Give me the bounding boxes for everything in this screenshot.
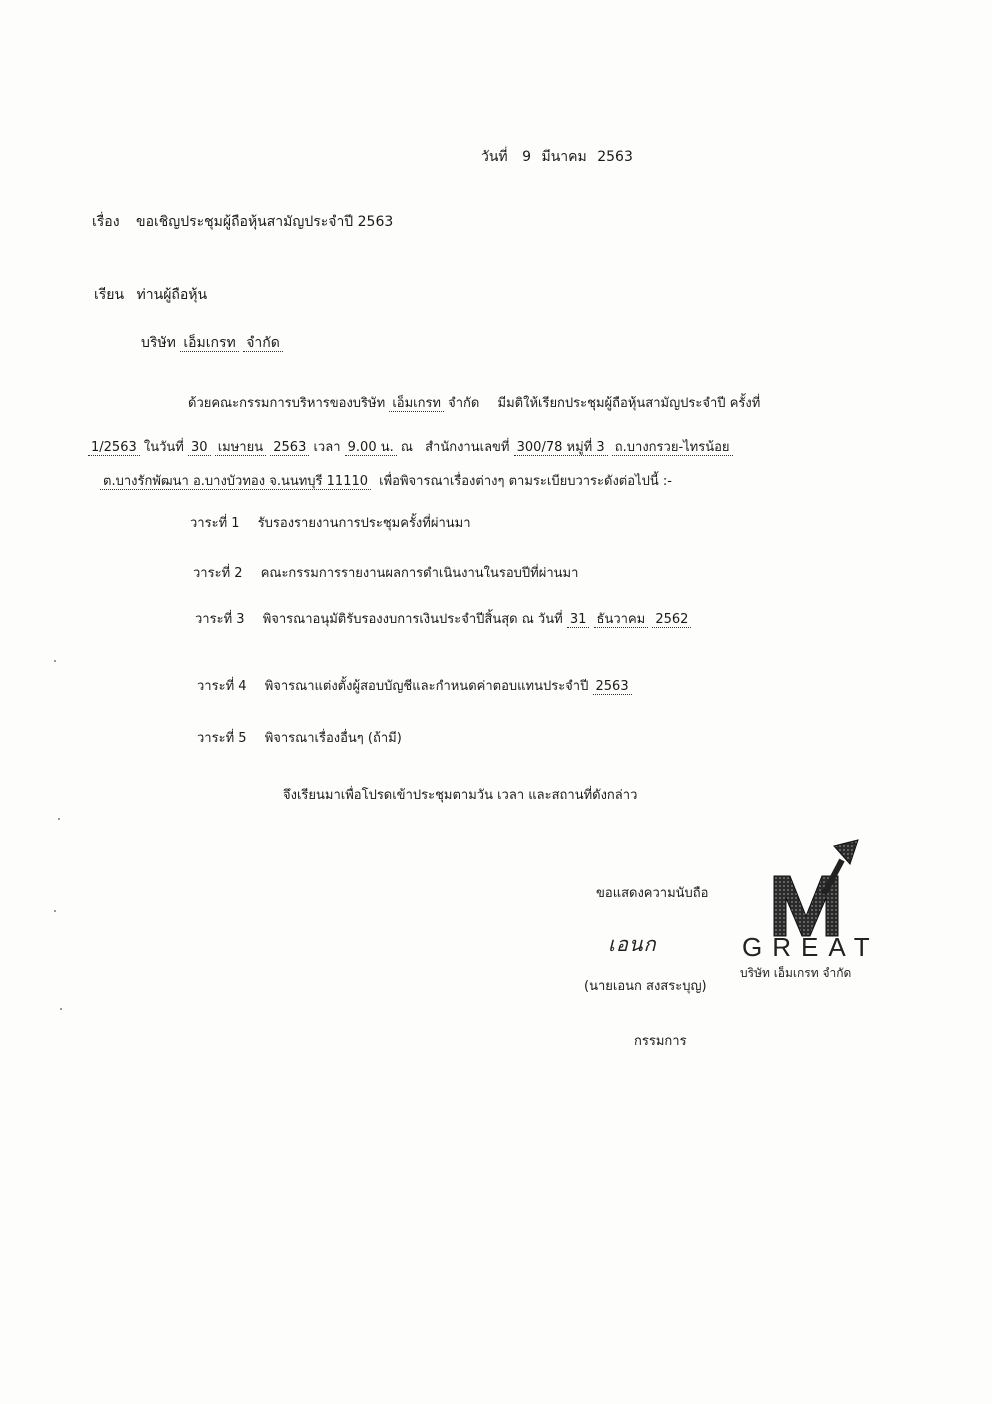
recipient-label: เรียน (94, 287, 125, 303)
agenda-label: วาระที่ 4 (197, 679, 247, 694)
agenda-date-year: 2562 (652, 612, 691, 628)
recipient-text: ท่านผู้ถือหุ้น (136, 287, 208, 303)
agenda-label: วาระที่ 2 (193, 566, 243, 581)
date-line (481, 146, 633, 168)
agenda-text: พิจารณาเรื่องอื่นๆ (ถ้ามี) (264, 731, 402, 746)
closing-text: จึงเรียนมาเพื่อโปรดเข้าประชุมตามวัน เวลา และสถานที่ดังกล่าว (283, 788, 638, 803)
body-text: จำกัด (448, 396, 480, 411)
company-name: เอ็มเกรท (180, 335, 238, 352)
body-text: ในวันที่ (143, 440, 184, 455)
office-road: ถ.บางกรวย-ไทรน้อย (612, 440, 733, 456)
recipient-line (94, 284, 207, 306)
agenda-label: วาระที่ 1 (190, 516, 240, 531)
body-line-1 (188, 392, 760, 413)
date-month: มีนาคม (541, 149, 587, 165)
agenda-item-3 (195, 608, 691, 629)
body-company: เอ็มเกรท (389, 396, 444, 412)
signer-position: กรรมการ (634, 1034, 687, 1049)
body-text: ด้วยคณะกรรมการบริหารของบริษัท (188, 396, 386, 411)
scan-speck (54, 910, 56, 912)
agenda-year: 2563 (593, 679, 632, 695)
office-address: 300/78 หมู่ที่ 3 (514, 440, 608, 456)
regards-text: ขอแสดงความนับถือ (596, 886, 709, 901)
agenda-text: พิจารณาแต่งตั้งผู้สอบบัญชีและกำหนดค่าตอบแทนประจำปี (264, 679, 589, 694)
company-prefix: บริษัท (141, 335, 176, 351)
scan-speck (58, 818, 60, 820)
body-text: สำนักงานเลขที่ (425, 440, 510, 455)
meeting-day: 30 (188, 440, 211, 456)
body-line-3 (100, 470, 672, 491)
body-line-2 (88, 436, 733, 457)
agenda-text: คณะกรรมการรายงานผลการดำเนินงานในรอบปีที่ผ่านมา (260, 566, 579, 581)
agenda-text: พิจารณาอนุมัติรับรองงบการเงินประจำปีสิ้นสุด ณ วันที่ (262, 612, 563, 627)
stamp-company: บริษัท เอ็มเกรท จำกัด (740, 966, 852, 980)
agenda-item-1 (190, 512, 471, 533)
agenda-date-day: 31 (567, 612, 590, 628)
scan-speck (60, 1008, 62, 1010)
company-line (141, 332, 283, 354)
subject-line (92, 211, 393, 233)
date-day: 9 (522, 149, 532, 165)
subject-label: เรื่อง (92, 214, 120, 230)
signer-name: (นายเอนก สงสระบุญ) (584, 979, 707, 994)
agenda-text: รับรองรายงานการประชุมครั้งที่ผ่านมา (257, 516, 471, 531)
company-stamp (738, 836, 898, 986)
body-text: มีมติให้เรียกประชุมผู้ถือหุ้นสามัญประจำปี ครั้งที่ (497, 396, 761, 411)
agenda-date-month: ธันวาคม (594, 612, 649, 628)
body-text: เวลา (313, 440, 341, 455)
agenda-item-2 (193, 562, 578, 583)
date-label: วันที่ (481, 149, 508, 165)
meeting-month: เมษายน (215, 440, 266, 456)
agenda-label: วาระที่ 5 (197, 731, 247, 746)
body-text: ณ (400, 440, 413, 455)
signature: เอนก (608, 932, 657, 956)
company-suffix: จำกัด (243, 335, 283, 352)
meeting-year: 2563 (270, 440, 309, 456)
scan-speck (54, 660, 56, 662)
subject-text: ขอเชิญประชุมผู้ถือหุ้นสามัญประจำปี 2563 (136, 214, 394, 230)
agenda-item-5 (197, 727, 402, 748)
agenda-item-4 (197, 675, 632, 696)
meeting-number: 1/2563 (88, 440, 140, 456)
office-district: ต.บางรักพัฒนา อ.บางบัวทอง จ.นนทบุรี 11110 (100, 474, 371, 490)
body-text: เพื่อพิจารณาเรื่องต่างๆ ตามระเบียบวาระดังต่อไปนี้ :- (379, 474, 672, 489)
stamp-brand: GREAT (742, 932, 880, 962)
date-year: 2563 (597, 149, 633, 165)
agenda-label: วาระที่ 3 (195, 612, 245, 627)
meeting-time: 9.00 น. (345, 440, 397, 456)
